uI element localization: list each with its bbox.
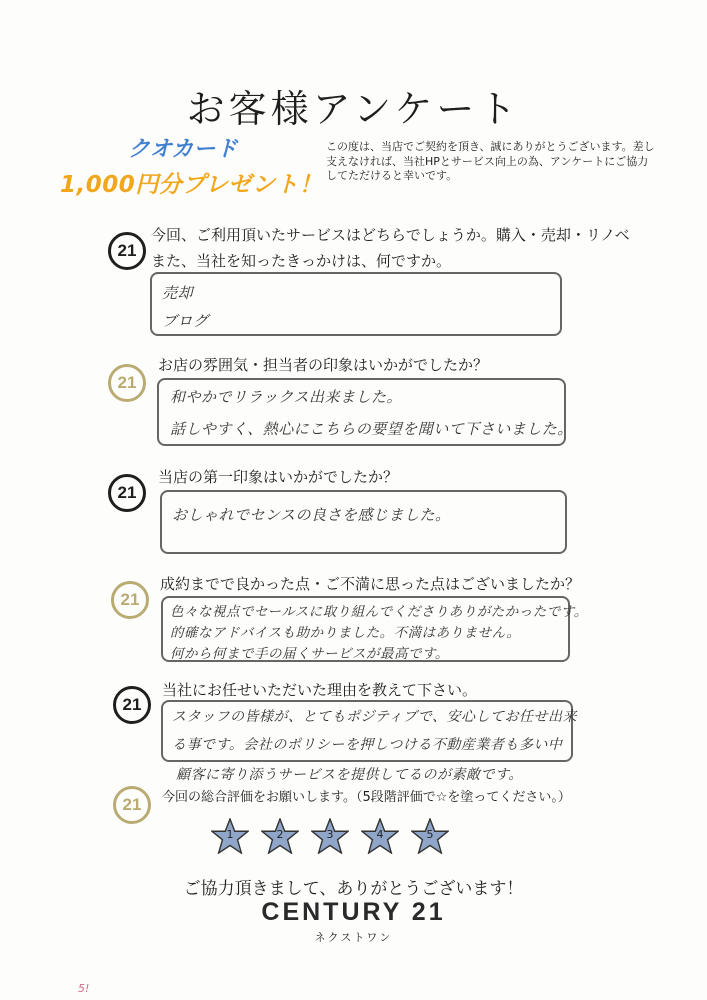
rating-star-1[interactable] [211,818,249,854]
rating-stars [211,818,449,854]
thanks-message: ご協力頂きまして、ありがとうございます！ [183,879,524,899]
century21-logo-icon: 21 [108,232,146,270]
question-6: 今回の総合評価をお願いします。（5段階評価で☆を塗ってください。） [162,790,571,805]
page-title: お客様アンケート [186,87,521,131]
rating-star-label: 5 [426,828,434,841]
question-2: お店の雰囲気・担当者の印象はいかがでしたか？ [158,356,489,374]
answer-5-line-2: る事です。会社のポリシーを押しつける不動産業者も多い中 [172,737,563,753]
answer-3-line-1: おしゃれでセンスの良さを感じました。 [172,506,451,524]
page-mark: 5! [78,982,90,995]
answer-5-line-3: 顧客に寄り添うサービスを提供してるのが素敵です。 [176,767,523,783]
question-4: 成約までで良かった点・ご不満に思った点はございましたか？ [160,575,581,593]
rating-star-label: 2 [276,828,284,841]
answer-5-line-1: スタッフの皆様が、とてもポジティブで、安心してお任せ出来 [172,709,578,725]
brand-subtitle: ネクストワン [314,931,393,944]
answer-2-line-1: 和やかでリラックス出来ました。 [170,388,403,406]
answer-1-line-2: ブログ [162,312,209,330]
answer-box-1 [150,272,562,336]
answer-4-line-2: 的確なアドバイスも助かりました。不満はありません。 [170,625,521,641]
rating-star-5[interactable] [411,818,449,854]
century21-logo-icon: 21 [111,581,149,619]
century21-logo-icon: 21 [113,786,151,824]
century21-logo-icon: 21 [108,364,146,402]
century21-logo-icon: 21 [108,474,146,512]
question-3: 当店の第一印象はいかがでしたか？ [158,468,399,486]
question-5: 当社にお任せいただいた理由を教えて下さい。 [162,681,478,699]
answer-4-line-3: 何から何まで手の届くサービスが最高です。 [170,646,449,662]
question-1-line-1: 今回、ご利用頂いたサービスはどちらでしょうか。購入・売却・リノベ [151,226,630,244]
answer-4-line-1: 色々な視点でセールスに取り組んでくださりありがたかったです。 [170,604,588,620]
rating-star-2[interactable] [261,818,299,854]
rating-star-label: 1 [226,828,234,841]
promo-line-2: 1,000円分プレゼント！ [60,172,323,198]
rating-star-label: 3 [326,828,334,841]
question-1-line-2: また、当社を知ったきっかけは、何ですか。 [151,252,452,270]
promo-line-1: クオカード [128,137,238,162]
brand-logo: CENTURY 21 [261,898,446,926]
intro-text: この度は、当店でご契約を頂き、誠にありがとうございます。差し支えなければ、当社HPとサービス向上の為、アンケートにご協力してただけると幸いです。 [326,140,655,182]
rating-star-4[interactable] [361,818,399,854]
answer-2-line-2: 話しやすく、熱心にこちらの要望を聞いて下さいました。 [170,420,573,438]
century21-logo-icon: 21 [113,686,151,724]
rating-star-label: 4 [376,828,384,841]
rating-star-3[interactable] [311,818,349,854]
answer-1-line-1: 売却 [162,284,194,302]
